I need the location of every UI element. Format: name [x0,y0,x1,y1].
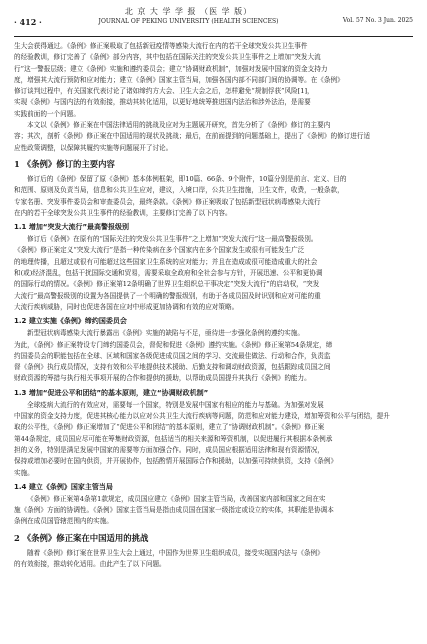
text-line: 实现《条例》与国内法的有效衔接，推动其转化适用，以更好地统筹推进国内法治和涉外法治，是需要 [14,98,311,107]
text-line: 《条例》修正案定义“突发大流行”是指一种传染病在多个国家内在多个国家发生或很有可能发生广泛 [14,246,305,255]
text-line: 施《条例》方面的协调性。《条例》国家主管当局是指由成员国在国家一级指定或设立的实体，其职能是协调本 [14,506,334,515]
text-line: 《条例》修正案第4条第1款规定，成员国应建立《条例》国家主管当局，改善国家内部和国家之间在实 [27,494,326,503]
subsection-1-3-body [14,400,413,479]
text-line: 条例在成员国管辖范围内的实施。 [14,517,113,526]
text-line: 中国家的资金支持力度，促进其核心能力以应对公共卫生大流行疾病等问题，防范和应对能力建设，增加筹资和公平与团结，提升 [14,412,390,421]
subsection-heading-1-1: 1.1 增加“突发大流行”最高警报级别 [14,223,130,232]
subsection-1-1-body [14,234,413,313]
intro-paragraph [14,41,413,120]
text-line: 修订谈判过程中，有关国家代表讨论了诸如缔约方大会、卫生大会之后，怎样避免“规制俘获”风险[1]， [14,87,314,96]
text-line: 财政资源的筹措与执行相关事项开展的合作和提供的援助，以帮助成员国提升其执行《条例》的能力。 [14,374,311,383]
text-line: 督《条例》执行成员情况，支持有效和公平地提供技术援助、后勤支持和调动财政资源，包括跟踪成员国之间 [14,363,331,372]
journal-title [74,6,303,27]
text-line: 随着《条例》修订案在世界卫生大会上通过，中国作为世界卫生组织成员，接受实现国内法与《条例》 [27,548,324,557]
section-2-body [14,548,413,571]
text-line: 本文以《条例》修正案在中国法律适用的挑战及应对为主题展开研究，首先分析了《条例》修订的主要内 [27,121,331,130]
journal-title-cn: 北 京 大 学 学 报 （医 学 版） [124,7,253,16]
journal-title-en: JOURNAL OF PEKING UNIVERSITY (HEALTH SCIENCES) [98,18,279,25]
text-line: 大流行疾病威胁，同时也促进各国在应对中形成更加协调和有效的应对策略。 [14,302,239,311]
text-line: 实施。 [14,468,34,477]
subsection-1-2-body [14,328,413,384]
volume-issue: Vol. 57 No. 3 Jun. 2025 [342,17,413,24]
subsection-heading-1-4: 1.4 建立《条例》国家主管当局 [14,482,113,491]
text-line: 担的义务，特别是满足发展中国家的需要等方面加强合作。同时，成员国应根据适用法律和现有资源情况， [14,445,324,454]
text-line: 取的公平性，《条例》修正案增加了“促进公平和团结”的基本原则，建立了“协调财政机制”。《条例》修正案 [14,423,325,432]
text-line: 全球疫病大流行的有效应对，需要每一个国家，特别是发展中国家有相应的能力与基础。为加强对发展 [27,400,324,409]
text-line: 约国委员会的职能包括在全球、区域和国家各级促进成员国之间的学习、交流最佳做法、行动和合作，负责监 [14,351,331,360]
text-line: 生大会获得通过。《条例》修正案吸取了包括新冠疫情等感染大流行在内的若干全球突发公共卫生事件 [14,42,308,50]
text-line: 的经验教训，修订完善了《条例》部分内容，其中包括在国际关注的突发公共卫生事件之上增加“突发大流 [14,53,321,62]
text-line: 度，增强其大流行预防和应对能力；建立《条例》国家主管当局，加强各国内部不同部门间的协调等。在《条例》 [14,75,344,84]
intro-paragraph-2 [14,120,413,154]
section-heading-2: 2 《条例》修正案在中国适用的挑战 [14,532,149,543]
text-line: 的有效衔接，推动转化适用。由此产生了以下问题。 [14,559,166,568]
text-line: 新型冠状病毒感染大流行暴露出《条例》实施的缺陷与不足，亟待进一步强化条例的遵约实施。 [27,329,304,338]
text-line: 应性政策调整，以保障其履约实施等问题展开了讨论。 [14,143,173,152]
text-line: 实践前面的一个问题。 [14,109,80,118]
text-line: 的地理传播，且超过或很有可能超过这些国家卫生系统的应对能力；并且在造成或很可能造成重大的社会 [14,257,318,266]
text-line: 行”这一警报层级；建立《条例》实施和遵约委员会；建立“协调财政机制”，加强对发展中国家的资金支持力 [14,64,328,73]
section-heading-1: 1 《条例》修订的主要内容 [14,158,115,169]
text-line: 容；其次，剖析《条例》修正案在中国适用的现状及挑战；最后，在前面提到的问题基础上，提出了《条例》的修订进行适 [14,132,371,141]
text-line: 为此，《条例》修正案特设专门缔约国委员会，督促和促进《条例》遵约实施。《条例》修正案第54条规定，缔 [14,340,333,349]
text-line: 和(或)经济混乱，包括干扰国际交通和贸易，需要采取全政府和全社会参与方针，开展迅速、公平和更协调 [14,269,323,278]
text-line: 修订后的《条例》保留了原《条例》基本体例框架，即10篇、66条、9个附件，10篇分别是前言、定义、目的 [27,174,347,183]
text-line: 和范围、原则及负责当局，信息和公共卫生应对，建议，入境口岸，公共卫生措施，卫生文件，收费，一般条款， [14,186,344,195]
text-line: 的国际行动的情况。《条例》修正案第12条明确了世界卫生组织总干事决定“突发大流行”的启动权，“突发 [14,280,320,289]
subsection-heading-1-2: 1.2 建立实施《条例》缔约国委员会 [14,317,127,326]
page-number: · 412 · [14,17,42,27]
text-line: 在内的若干全球突发公共卫生事件的经验教训，主要修订完善了以下内容。 [14,208,232,217]
subsection-1-4-body [14,494,413,528]
running-header [14,6,413,37]
text-line: 第44条规定，成员国应尽可能在筹集财政资源，包括适当的相关来源和筹资机制，以促进履行其根据本条例承 [14,434,333,443]
text-line: 专家名册、突发事件委员会和审查委员会，最终条款。《条例》修正案吸取了包括新型冠状病毒感染大流行 [14,197,321,206]
text-line: 修订后《条例》在原有的“国际关注的突发公共卫生事件”之上增加“突发大流行”这一最高警报级别。 [27,235,318,244]
section-1-body [14,174,413,219]
text-line: 保持或增加必要时在国内供资，并开展协作，包括酌情开展国际合作和援助，以加强可持续供资，支持《条例》 [14,457,338,466]
text-line: 大流行”最高警报级别的设置为各国提供了一个明确的警报级别，有助于各成员国及时识别和应对可能的重 [14,291,321,300]
subsection-heading-1-3: 1.3 增加“促进公平和团结”的基本原则，建立“协调财政机制” [14,388,209,397]
